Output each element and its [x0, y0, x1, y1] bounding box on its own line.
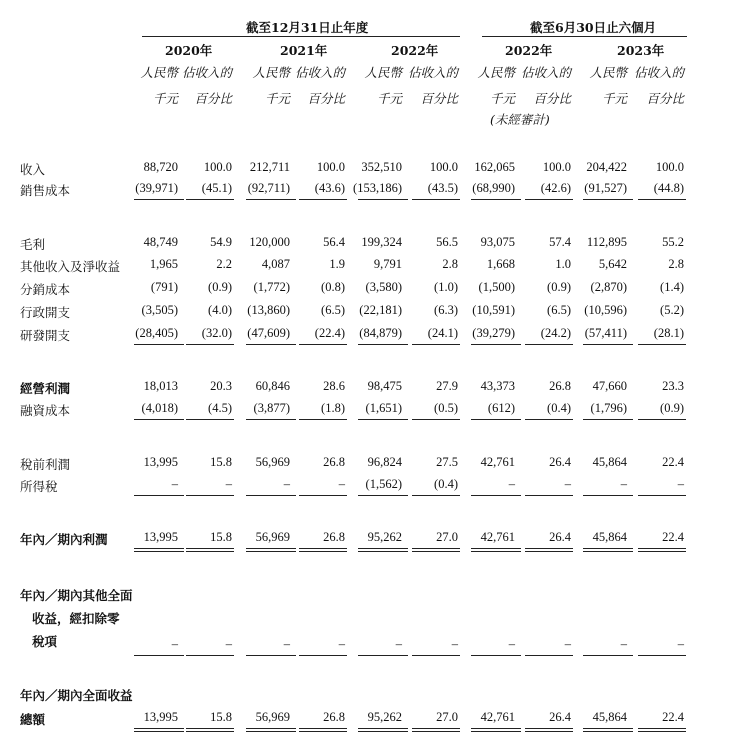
cell-percent: (1.0): [434, 280, 458, 294]
row-label-line: 總額: [20, 712, 46, 727]
cell-percent: –: [677, 477, 684, 491]
cell-percent: 23.3: [662, 379, 684, 393]
cell-percent: 26.8: [549, 379, 571, 393]
cell-amount: 93,075: [480, 235, 515, 249]
cell-percent: 22.4: [662, 455, 684, 469]
cell-amount: 112,895: [586, 235, 627, 249]
subtotal-rule: [412, 495, 460, 496]
unit-thousand: 千元: [601, 91, 627, 106]
cell-percent: –: [564, 477, 571, 491]
unit-rmb: 人民幣: [252, 65, 290, 80]
cell-percent: 100.0: [429, 160, 458, 174]
total-double-rule: [471, 728, 521, 732]
cell-percent: 20.3: [210, 379, 232, 393]
subtotal-rule: [134, 655, 184, 656]
cell-percent: (43.5): [427, 181, 458, 195]
cell-amount: –: [508, 637, 515, 651]
row-label: 年內／期內利潤: [20, 532, 108, 547]
cell-amount: 48,749: [143, 235, 178, 249]
row-label: 其他收入及淨收益: [20, 259, 121, 274]
cell-percent: (1.4): [660, 280, 684, 294]
cell-percent: 54.9: [210, 235, 232, 249]
cell-amount: –: [283, 477, 290, 491]
cell-percent: (4.0): [208, 303, 232, 317]
cell-amount: 1,668: [486, 257, 515, 271]
subtotal-rule: [583, 495, 633, 496]
subtotal-rule: [583, 655, 633, 656]
subtotal-rule: [186, 419, 234, 420]
cell-percent: –: [225, 637, 232, 651]
unit-rmb: 人民幣: [589, 65, 627, 80]
cell-amount: –: [171, 477, 178, 491]
cell-percent: (24.1): [427, 326, 458, 340]
cell-amount: (91,527): [584, 181, 627, 195]
cell-amount: (22,181): [359, 303, 402, 317]
cell-amount: 98,475: [367, 379, 402, 393]
cell-amount: (47,609): [247, 326, 290, 340]
cell-amount: 47,660: [592, 379, 627, 393]
unit-pct-of-rev: 佔收入的: [520, 65, 571, 80]
cell-percent: 1.9: [329, 257, 345, 271]
cell-percent: 26.4: [549, 455, 571, 469]
cell-amount: 352,510: [361, 160, 402, 174]
subtotal-rule: [358, 495, 408, 496]
unit-pct-of-rev: 佔收入的: [294, 65, 345, 80]
unit-pct-of-rev: 佔收入的: [181, 65, 232, 80]
unit-percent: 百分比: [307, 91, 345, 106]
cell-amount: (10,591): [472, 303, 515, 317]
cell-amount: 42,761: [480, 530, 515, 544]
cell-percent: 27.0: [436, 530, 458, 544]
cell-percent: 26.8: [323, 530, 345, 544]
year-header-2022: 2022年: [391, 43, 439, 58]
unit-percent: 百分比: [646, 91, 684, 106]
subtotal-rule: [299, 419, 347, 420]
cell-amount: 162,065: [474, 160, 515, 174]
cell-amount: (39,971): [135, 181, 178, 195]
subtotal-rule: [412, 199, 460, 200]
total-double-rule: [246, 728, 296, 732]
cell-amount: (1,500): [478, 280, 515, 294]
subtotal-rule: [299, 199, 347, 200]
subtotal-rule: [638, 419, 686, 420]
subtotal-rule: [246, 655, 296, 656]
cell-percent: (6.5): [321, 303, 345, 317]
total-double-rule: [134, 548, 184, 552]
cell-percent: 2.8: [442, 257, 458, 271]
cell-percent: 28.6: [323, 379, 345, 393]
subtotal-rule: [299, 655, 347, 656]
cell-amount: 95,262: [367, 710, 402, 724]
unit-percent: 百分比: [194, 91, 232, 106]
cell-percent: 27.5: [436, 455, 458, 469]
total-double-rule: [299, 548, 347, 552]
row-label: 融資成本: [20, 403, 71, 418]
unit-thousand: 千元: [264, 91, 290, 106]
subtotal-rule: [358, 419, 408, 420]
unit-thousand: 千元: [152, 91, 178, 106]
cell-amount: 13,995: [143, 530, 178, 544]
cell-amount: 1,965: [149, 257, 178, 271]
subtotal-rule: [246, 419, 296, 420]
cell-percent: 57.4: [549, 235, 571, 249]
year-header-2021: 2021年: [280, 43, 328, 58]
cell-percent: 56.4: [323, 235, 345, 249]
subtotal-rule: [412, 344, 460, 345]
cell-percent: (4.5): [208, 401, 232, 415]
cell-amount: (28,405): [135, 326, 178, 340]
row-label-line: 年內／期內全面收益: [20, 688, 133, 703]
total-double-rule: [246, 548, 296, 552]
subtotal-rule: [134, 199, 184, 200]
row-label-line: 年內／期內其他全面: [20, 588, 133, 603]
subtotal-rule: [186, 199, 234, 200]
cell-percent: (28.1): [653, 326, 684, 340]
cell-amount: 199,324: [361, 235, 402, 249]
cell-percent: (44.8): [653, 181, 684, 195]
subtotal-rule: [525, 419, 573, 420]
cell-amount: 43,373: [480, 379, 515, 393]
cell-percent: 26.4: [549, 710, 571, 724]
subtotal-rule: [412, 655, 460, 656]
cell-amount: 5,642: [598, 257, 627, 271]
cell-amount: –: [283, 637, 290, 651]
cell-percent: (1.8): [321, 401, 345, 415]
cell-amount: (153,186): [353, 181, 402, 195]
unit-percent: 百分比: [420, 91, 458, 106]
subtotal-rule: [583, 419, 633, 420]
cell-amount: 45,864: [592, 455, 627, 469]
cell-amount: (3,580): [365, 280, 402, 294]
cell-amount: (84,879): [359, 326, 402, 340]
cell-percent: –: [677, 637, 684, 651]
total-double-rule: [471, 548, 521, 552]
cell-percent: 2.2: [216, 257, 232, 271]
subtotal-rule: [246, 344, 296, 345]
subtotal-rule: [134, 419, 184, 420]
cell-amount: (3,505): [141, 303, 178, 317]
subtotal-rule: [638, 495, 686, 496]
row-label: 分銷成本: [20, 282, 71, 297]
subtotal-rule: [246, 199, 296, 200]
subtotal-rule: [299, 495, 347, 496]
subtotal-rule: [583, 199, 633, 200]
cell-amount: –: [620, 477, 627, 491]
cell-amount: 45,864: [592, 710, 627, 724]
cell-percent: 15.8: [210, 710, 232, 724]
cell-amount: –: [171, 637, 178, 651]
subtotal-rule: [471, 199, 521, 200]
subtotal-rule: [186, 495, 234, 496]
cell-amount: 13,995: [143, 455, 178, 469]
cell-amount: 56,969: [255, 710, 290, 724]
cell-amount: 212,711: [249, 160, 290, 174]
cell-percent: 56.5: [436, 235, 458, 249]
cell-percent: (6.3): [434, 303, 458, 317]
cell-percent: 27.0: [436, 710, 458, 724]
subtotal-rule: [471, 419, 521, 420]
group-header-year-end-rule: [142, 36, 460, 37]
cell-percent: –: [451, 637, 458, 651]
total-double-rule: [412, 548, 460, 552]
subtotal-rule: [134, 495, 184, 496]
subtotal-rule: [358, 344, 408, 345]
cell-percent: 15.8: [210, 455, 232, 469]
total-double-rule: [638, 548, 686, 552]
cell-amount: (612): [487, 401, 515, 415]
cell-percent: (45.1): [201, 181, 232, 195]
subtotal-rule: [583, 344, 633, 345]
cell-percent: 1.0: [555, 257, 571, 271]
cell-percent: 22.4: [662, 710, 684, 724]
subtotal-rule: [471, 495, 521, 496]
cell-amount: (1,562): [365, 477, 402, 491]
cell-percent: (0.4): [547, 401, 571, 415]
cell-amount: (791): [150, 280, 178, 294]
cell-percent: (6.5): [547, 303, 571, 317]
unit-pct-of-rev: 佔收入的: [407, 65, 458, 80]
subtotal-rule: [525, 199, 573, 200]
total-double-rule: [583, 548, 633, 552]
cell-amount: –: [620, 637, 627, 651]
cell-percent: 100.0: [655, 160, 684, 174]
subtotal-rule: [471, 655, 521, 656]
total-double-rule: [186, 728, 234, 732]
row-label: 稅前利潤: [20, 457, 71, 472]
subtotal-rule: [358, 199, 408, 200]
cell-percent: 2.8: [668, 257, 684, 271]
subtotal-rule: [186, 655, 234, 656]
row-label: 經營利潤: [20, 381, 71, 396]
subtotal-rule: [638, 344, 686, 345]
cell-percent: –: [338, 637, 345, 651]
cell-percent: (0.9): [547, 280, 571, 294]
cell-percent: (42.6): [540, 181, 571, 195]
cell-percent: –: [564, 637, 571, 651]
unit-thousand: 千元: [489, 91, 515, 106]
cell-amount: 42,761: [480, 710, 515, 724]
cell-amount: (13,860): [247, 303, 290, 317]
subtotal-rule: [638, 199, 686, 200]
cell-amount: 88,720: [143, 160, 178, 174]
cell-amount: (4,018): [141, 401, 178, 415]
total-double-rule: [299, 728, 347, 732]
cell-percent: (0.5): [434, 401, 458, 415]
cell-percent: 100.0: [542, 160, 571, 174]
cell-amount: 120,000: [249, 235, 290, 249]
cell-percent: 26.8: [323, 710, 345, 724]
row-label-line: 收益，經扣除零: [32, 611, 120, 626]
subtotal-rule: [525, 495, 573, 496]
total-double-rule: [525, 548, 573, 552]
unit-rmb: 人民幣: [364, 65, 402, 80]
cell-amount: 13,995: [143, 710, 178, 724]
subtotal-rule: [525, 655, 573, 656]
total-double-rule: [186, 548, 234, 552]
cell-percent: (22.4): [314, 326, 345, 340]
cell-amount: (2,870): [590, 280, 627, 294]
cell-percent: 55.2: [662, 235, 684, 249]
group-header-six-months-rule: [482, 36, 687, 37]
subtotal-rule: [525, 344, 573, 345]
year-header-2022-h1: 2022年: [505, 43, 553, 58]
row-label: 研發開支: [20, 328, 71, 343]
cell-amount: (68,990): [472, 181, 515, 195]
cell-percent: (5.2): [660, 303, 684, 317]
cell-percent: 26.8: [323, 455, 345, 469]
unit-percent: 百分比: [533, 91, 571, 106]
cell-amount: 45,864: [592, 530, 627, 544]
cell-amount: –: [395, 637, 402, 651]
cell-amount: 56,969: [255, 530, 290, 544]
unit-pct-of-rev: 佔收入的: [633, 65, 684, 80]
unit-rmb: 人民幣: [140, 65, 178, 80]
cell-amount: 18,013: [143, 379, 178, 393]
year-header-2023-h1: 2023年: [617, 43, 665, 58]
subtotal-rule: [471, 344, 521, 345]
cell-percent: 100.0: [316, 160, 345, 174]
total-double-rule: [134, 728, 184, 732]
row-label: 毛利: [20, 237, 46, 252]
unit-rmb: 人民幣: [477, 65, 515, 80]
total-double-rule: [358, 548, 408, 552]
subtotal-rule: [134, 344, 184, 345]
total-double-rule: [358, 728, 408, 732]
subtotal-rule: [246, 495, 296, 496]
row-label: 銷售成本: [20, 183, 71, 198]
cell-percent: (0.9): [660, 401, 684, 415]
cell-percent: 100.0: [203, 160, 232, 174]
row-label: 所得稅: [20, 479, 58, 494]
subtotal-rule: [358, 655, 408, 656]
cell-percent: (0.8): [321, 280, 345, 294]
cell-amount: (10,596): [584, 303, 627, 317]
cell-amount: 95,262: [367, 530, 402, 544]
group-header-year-end: 截至12月31日止年度: [246, 20, 369, 35]
cell-amount: (1,796): [590, 401, 627, 415]
year-header-2020: 2020年: [165, 43, 213, 58]
cell-percent: (32.0): [201, 326, 232, 340]
total-double-rule: [412, 728, 460, 732]
row-label-line: 稅項: [32, 634, 58, 649]
cell-percent: (43.6): [314, 181, 345, 195]
cell-amount: (3,877): [253, 401, 290, 415]
cell-amount: (39,279): [472, 326, 515, 340]
cell-amount: 42,761: [480, 455, 515, 469]
cell-percent: –: [338, 477, 345, 491]
cell-percent: 15.8: [210, 530, 232, 544]
subtotal-rule: [186, 344, 234, 345]
cell-amount: (1,772): [253, 280, 290, 294]
group-header-six-months: 截至6月30日止六個月: [530, 20, 657, 35]
total-double-rule: [638, 728, 686, 732]
cell-percent: (0.9): [208, 280, 232, 294]
cell-percent: (24.2): [540, 326, 571, 340]
cell-amount: 60,846: [255, 379, 290, 393]
cell-percent: –: [225, 477, 232, 491]
cell-percent: 22.4: [662, 530, 684, 544]
cell-percent: 27.9: [436, 379, 458, 393]
subtotal-rule: [299, 344, 347, 345]
cell-amount: (92,711): [247, 181, 290, 195]
cell-amount: 96,824: [367, 455, 402, 469]
cell-amount: 4,087: [261, 257, 290, 271]
subtotal-rule: [638, 655, 686, 656]
cell-amount: 204,422: [586, 160, 627, 174]
total-double-rule: [583, 728, 633, 732]
unit-thousand: 千元: [376, 91, 402, 106]
cell-amount: (57,411): [584, 326, 627, 340]
subtotal-rule: [412, 419, 460, 420]
row-label: 行政開支: [20, 305, 71, 320]
row-label: 收入: [20, 162, 46, 177]
cell-percent: (0.4): [434, 477, 458, 491]
cell-amount: 9,791: [373, 257, 402, 271]
unit-unaudited: (未經審計): [490, 112, 550, 127]
cell-amount: (1,651): [365, 401, 402, 415]
total-double-rule: [525, 728, 573, 732]
cell-percent: 26.4: [549, 530, 571, 544]
cell-amount: –: [508, 477, 515, 491]
cell-amount: 56,969: [255, 455, 290, 469]
